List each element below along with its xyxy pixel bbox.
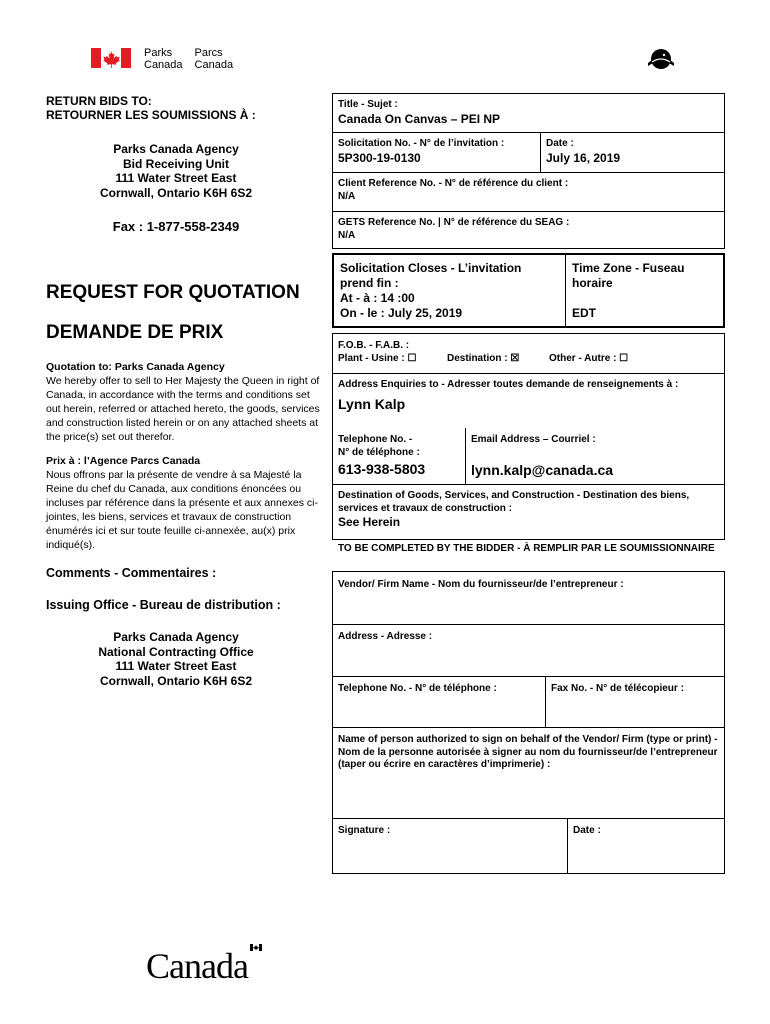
canada-flag-icon — [91, 48, 131, 68]
enquiries-name: Lynn Kalp — [338, 395, 406, 412]
closing-date-field — [335, 258, 563, 324]
dept-fr-2: Canada — [194, 59, 234, 71]
vendor-address-field[interactable] — [333, 628, 723, 675]
client-ref-label: Client Reference No. - N° de référence du client : — [338, 178, 569, 189]
tz-line-2: horaire — [572, 276, 613, 290]
closes-line-1: Solicitation Closes - L’invitation — [340, 261, 522, 275]
issuing-office-address — [46, 630, 306, 688]
telephone-field — [333, 431, 464, 480]
signature-date-label: Date : — [573, 825, 601, 836]
prix-text: Nous offrons par la présente de vendre à sa Majesté la Reine du chef du Canada, aux conditions énoncées ou incluses par référence dans la présente et aux annexes ci-jointes, les biens, services et travaux de construction énumérés ici et sur toute feuille ci-annexée, au(x) prix indiqué(s). — [46, 469, 318, 551]
solicitation-number-field — [333, 135, 539, 168]
vendor-address-label: Address - Adresse : — [338, 631, 433, 642]
destination-label: Destination of Goods, Services, and Construction - Destination des biens, services et travaux de construction : — [338, 490, 690, 514]
email-field — [466, 431, 723, 481]
dept-en-1: Parks — [144, 47, 173, 59]
fax-number: Fax : 1-877-558-2349 — [112, 219, 240, 234]
client-reference-field — [333, 175, 723, 206]
enquiries-field — [333, 376, 723, 415]
telephone-label-1: Telephone No. - — [338, 434, 413, 445]
beaver-logo-icon — [644, 42, 678, 76]
solicitation-label: Solicitation No. - N° de l’invitation : — [338, 138, 505, 149]
tz-value: EDT — [572, 306, 596, 320]
address-line: 111 Water Street East — [115, 659, 237, 673]
solicitation-value: 5P300-19-0130 — [338, 150, 421, 165]
fob-destination-checkbox[interactable]: Destination : ☒ — [447, 352, 520, 364]
return-title-fr: RETOURNER LES SOUMISSIONS À : — [46, 108, 256, 122]
vendor-telephone-field[interactable] — [333, 680, 544, 726]
address-line: National Contracting Office — [98, 644, 254, 659]
fob-label: F.O.B. - F.A.B. : — [338, 340, 410, 351]
closes-line-2: prend fin : — [340, 276, 399, 290]
signature-field[interactable] — [333, 822, 566, 873]
return-title-en: RETURN BIDS TO: — [46, 94, 152, 108]
address-line: Bid Receiving Unit — [122, 156, 229, 171]
time-zone-field — [567, 258, 722, 324]
destination-field — [333, 487, 723, 532]
rfq-title-fr: DEMANDE DE PRIX — [46, 322, 224, 343]
address-line: Cornwall, Ontario K6H 6S2 — [99, 185, 253, 200]
title-label: Title - Sujet : — [338, 99, 398, 110]
canada-wordmark-flag-icon — [250, 944, 262, 951]
comments-label: Comments - Commentaires : — [46, 566, 217, 580]
vendor-telephone-label: Telephone No. - N° de téléphone : — [338, 683, 497, 694]
closes-line-3: At - à : 14 :00 — [340, 291, 415, 305]
bidder-section-heading: TO BE COMPLETED BY THE BIDDER - À REMPLIR PAR LE SOUMISSIONNAIRE — [338, 543, 715, 554]
prix-block — [46, 454, 326, 552]
date-value: July 16, 2019 — [546, 150, 621, 165]
address-line: 111 Water Street East — [115, 171, 237, 185]
address-line: Parks Canada Agency — [113, 630, 239, 644]
vendor-name-label: Vendor/ Firm Name - Nom du fournisseur/de l’entrepreneur : — [338, 579, 624, 590]
quotation-to-label: Quotation to: Parks Canada Agency — [46, 361, 225, 373]
vendor-fax-label: Fax No. - N° de télécopieur : — [551, 683, 684, 694]
authorized-person-field[interactable] — [333, 731, 723, 817]
prix-label: Prix à : l’Agence Parcs Canada — [46, 455, 201, 467]
title-field — [333, 96, 723, 129]
email-value: lynn.kalp@canada.ca — [471, 461, 614, 478]
destination-value: See Herein — [338, 515, 401, 529]
fob-field — [333, 337, 723, 369]
telephone-label-2: N° de téléphone : — [338, 446, 420, 458]
fob-plant-checkbox[interactable]: Plant - Usine : ☐ — [338, 352, 417, 364]
gets-ref-value: N/A — [338, 229, 356, 241]
telephone-value: 613-938-5803 — [338, 461, 426, 477]
address-line: Cornwall, Ontario K6H 6S2 — [99, 673, 253, 688]
return-bids-heading — [46, 94, 256, 122]
enquiries-label: Address Enquiries to - Adresser toutes demande de renseignements à : — [338, 379, 679, 390]
dept-en-2: Canada — [144, 59, 183, 71]
dept-fr-1: Parcs — [194, 47, 223, 59]
closes-line-4: On - le : July 25, 2019 — [340, 306, 463, 320]
email-label: Email Address – Courriel : — [471, 434, 596, 445]
title-value: Canada On Canvas – PEI NP — [338, 111, 501, 126]
tz-line-1: Time Zone - Fuseau — [572, 261, 685, 275]
address-line: Parks Canada Agency — [113, 142, 239, 156]
gets-reference-field — [333, 214, 723, 245]
gets-ref-label: GETS Reference No. | N° de référence du SEAG : — [338, 217, 570, 228]
fob-other-checkbox[interactable]: Other - Autre : ☐ — [549, 352, 629, 364]
quotation-to-block — [46, 360, 326, 444]
signature-date-field[interactable] — [568, 822, 724, 873]
date-field — [541, 135, 724, 168]
date-label: Date : — [546, 138, 574, 149]
issuing-office-label: Issuing Office - Bureau de distribution : — [46, 598, 281, 612]
signature-label: Signature : — [338, 825, 391, 836]
rfq-title-en: REQUEST FOR QUOTATION — [46, 282, 300, 303]
client-ref-value: N/A — [338, 190, 356, 202]
department-wordmark — [144, 47, 245, 71]
vendor-fax-field[interactable] — [546, 680, 724, 726]
canada-wordmark: Canada — [146, 946, 248, 986]
authorized-person-label: Name of person authorized to sign on behalf of the Vendor/ Firm (type or print) - Nom de la personne autorisée à signer au nom du fournisseur/de l’entrepreneur (taper ou écrire en caractères d’imprimerie) : — [338, 734, 718, 770]
return-address — [46, 142, 306, 200]
quotation-to-text: We hereby offer to sell to Her Majesty the Queen in right of Canada, in accordance with the terms and conditions set out herein, referred or attached hereto, the goods, services and construction listed herein or on any attached sheets at the price(s) set out therefor. — [46, 375, 320, 443]
vendor-name-field[interactable] — [333, 576, 723, 623]
